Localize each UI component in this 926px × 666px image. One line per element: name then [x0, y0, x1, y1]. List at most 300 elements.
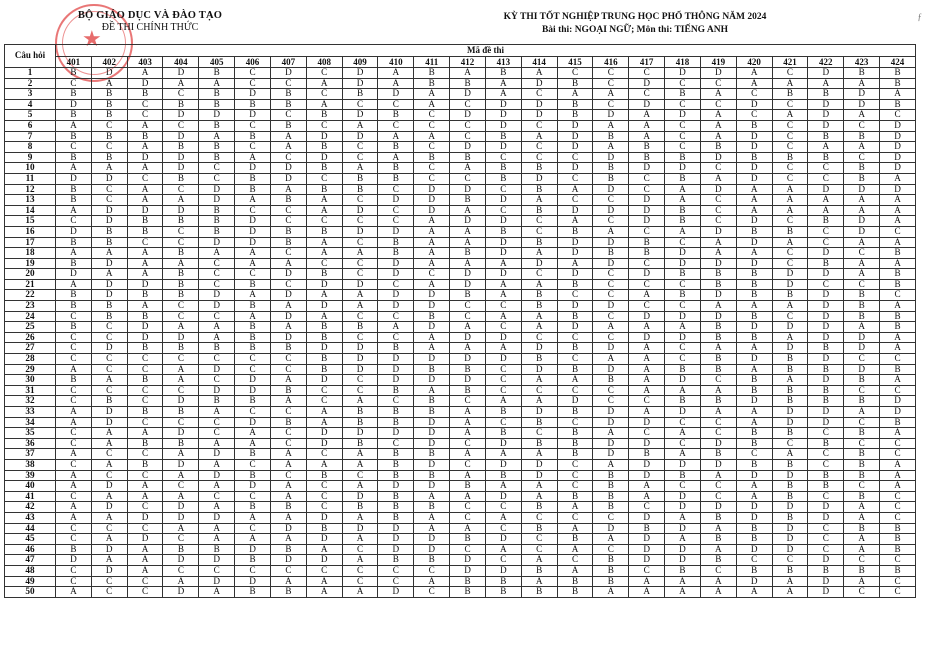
answer-cell: A	[665, 385, 701, 396]
answer-cell: A	[700, 343, 736, 354]
answer-cell: C	[844, 481, 880, 492]
answer-cell: D	[665, 555, 701, 566]
answer-cell: A	[163, 523, 199, 534]
answer-cell: A	[91, 248, 127, 259]
answer-cell: A	[127, 269, 163, 280]
answer-cell: B	[378, 459, 414, 470]
answer-cell: B	[700, 364, 736, 375]
answer-cell: D	[593, 258, 629, 269]
answer-cell: C	[844, 120, 880, 131]
exam-code-420: 420	[736, 57, 772, 68]
answer-cell: A	[593, 322, 629, 333]
answer-cell: B	[450, 248, 486, 259]
answer-cell: B	[414, 364, 450, 375]
answer-cell: C	[270, 354, 306, 365]
answer-cell: D	[880, 152, 916, 163]
answer-cell: A	[880, 301, 916, 312]
answer-cell: A	[736, 301, 772, 312]
answer-cell: A	[306, 237, 342, 248]
answer-cell: A	[736, 248, 772, 259]
official-seal-icon: ★	[55, 4, 133, 82]
answer-cell: C	[593, 216, 629, 227]
answer-cell: D	[593, 205, 629, 216]
answer-cell: B	[629, 523, 665, 534]
answer-cell: B	[557, 438, 593, 449]
answer-cell: A	[880, 481, 916, 492]
answer-cell: D	[736, 258, 772, 269]
answer-cell: B	[378, 142, 414, 153]
answer-cell: C	[772, 120, 808, 131]
answer-cell: A	[557, 89, 593, 100]
answer-cell: C	[700, 417, 736, 428]
answer-cell: B	[306, 269, 342, 280]
answer-cell: A	[342, 481, 378, 492]
answer-cell: D	[127, 205, 163, 216]
answer-cell: B	[665, 470, 701, 481]
answer-cell: C	[342, 385, 378, 396]
table-row	[5, 258, 916, 269]
answer-cell: D	[199, 385, 235, 396]
answer-cell: D	[450, 332, 486, 343]
answer-cell: A	[844, 322, 880, 333]
answer-cell: B	[521, 417, 557, 428]
answer-cell: C	[593, 269, 629, 280]
answer-cell: D	[665, 375, 701, 386]
answer-cell: A	[235, 258, 271, 269]
answer-cell: D	[808, 120, 844, 131]
table-row	[5, 396, 916, 407]
answer-cell: B	[557, 428, 593, 439]
question-number: 48	[5, 565, 56, 576]
answer-cell: A	[808, 205, 844, 216]
answer-cell: D	[235, 544, 271, 555]
answer-cell: B	[163, 438, 199, 449]
answer-cell: A	[521, 555, 557, 566]
answer-cell: C	[521, 512, 557, 523]
answer-cell: C	[414, 120, 450, 131]
answer-cell: C	[736, 449, 772, 460]
answer-cell: A	[235, 248, 271, 259]
answer-cell: C	[199, 565, 235, 576]
answer-cell: B	[772, 290, 808, 301]
answer-cell: B	[378, 470, 414, 481]
answer-cell: C	[557, 173, 593, 184]
answer-cell: C	[270, 205, 306, 216]
answer-cell: C	[593, 396, 629, 407]
answer-cell: C	[306, 216, 342, 227]
answer-cell: D	[629, 99, 665, 110]
answer-cell: C	[665, 417, 701, 428]
answer-cell: A	[700, 120, 736, 131]
answer-cell: C	[127, 587, 163, 598]
answer-cell: A	[56, 163, 92, 174]
answer-cell: D	[521, 364, 557, 375]
question-number: 20	[5, 269, 56, 280]
answer-cell: A	[700, 89, 736, 100]
answer-cell: D	[844, 99, 880, 110]
answer-cell: B	[378, 417, 414, 428]
question-number: 38	[5, 459, 56, 470]
question-number: 2	[5, 78, 56, 89]
question-number: 15	[5, 216, 56, 227]
answer-cell: D	[414, 544, 450, 555]
answer-cell: B	[235, 587, 271, 598]
answer-cell: C	[521, 385, 557, 396]
answer-cell: C	[521, 544, 557, 555]
answer-cell: B	[163, 343, 199, 354]
answer-cell: C	[56, 78, 92, 89]
answer-cell: A	[342, 459, 378, 470]
answer-cell: D	[450, 269, 486, 280]
answer-cell: C	[593, 544, 629, 555]
answer-cell: C	[56, 428, 92, 439]
table-row	[5, 491, 916, 502]
answer-cell: B	[91, 237, 127, 248]
answer-cell: B	[56, 237, 92, 248]
answer-cell: A	[450, 322, 486, 333]
answer-cell: C	[342, 216, 378, 227]
answer-cell: B	[270, 587, 306, 598]
answer-cell: D	[665, 502, 701, 513]
answer-cell: C	[163, 237, 199, 248]
answer-cell: B	[844, 396, 880, 407]
answer-cell: C	[378, 311, 414, 322]
table-row	[5, 534, 916, 545]
answer-cell: C	[808, 459, 844, 470]
exam-header	[470, 12, 800, 35]
answer-cell: A	[450, 417, 486, 428]
answer-cell: D	[199, 512, 235, 523]
answer-cell: A	[127, 184, 163, 195]
answer-cell: C	[880, 491, 916, 502]
answer-cell: A	[127, 142, 163, 153]
answer-cell: C	[700, 195, 736, 206]
answer-cell: D	[91, 502, 127, 513]
answer-cell: B	[270, 195, 306, 206]
exam-code-405: 405	[199, 57, 235, 68]
answer-cell: D	[56, 555, 92, 566]
answer-cell: A	[91, 512, 127, 523]
answer-cell: B	[235, 449, 271, 460]
answer-cell: C	[235, 364, 271, 375]
answer-cell: B	[163, 290, 199, 301]
answer-cell: B	[880, 322, 916, 333]
answer-cell: D	[378, 587, 414, 598]
answer-cell: B	[56, 375, 92, 386]
answer-cell: C	[808, 173, 844, 184]
question-number: 49	[5, 576, 56, 587]
answer-cell: D	[91, 68, 127, 79]
question-number: 14	[5, 205, 56, 216]
answer-cell: B	[880, 565, 916, 576]
answer-cell: B	[736, 332, 772, 343]
answer-cell: B	[593, 173, 629, 184]
answer-cell: A	[665, 534, 701, 545]
answer-cell: A	[378, 322, 414, 333]
answer-cell: D	[235, 237, 271, 248]
answer-cell: A	[378, 131, 414, 142]
question-number: 39	[5, 470, 56, 481]
answer-cell: C	[127, 385, 163, 396]
table-row	[5, 269, 916, 280]
answer-cell: B	[736, 459, 772, 470]
answer-cell: B	[342, 407, 378, 418]
answer-cell: A	[56, 587, 92, 598]
answer-cell: D	[485, 269, 521, 280]
answer-cell: D	[235, 375, 271, 386]
answer-cell: D	[772, 407, 808, 418]
answer-cell: B	[378, 385, 414, 396]
answer-cell: D	[450, 279, 486, 290]
answer-cell: A	[772, 237, 808, 248]
answer-cell: C	[700, 216, 736, 227]
answer-cell: A	[306, 290, 342, 301]
answer-cell: B	[772, 354, 808, 365]
answer-cell: C	[270, 78, 306, 89]
answer-cell: B	[844, 491, 880, 502]
answer-cell: A	[306, 587, 342, 598]
answer-cell: A	[521, 131, 557, 142]
answer-cell: B	[450, 290, 486, 301]
answer-cell: C	[91, 142, 127, 153]
answer-cell: B	[270, 99, 306, 110]
answer-cell: A	[844, 534, 880, 545]
question-number: 32	[5, 396, 56, 407]
answer-cell: B	[199, 152, 235, 163]
answer-cell: B	[56, 89, 92, 100]
answer-cell: B	[306, 184, 342, 195]
answer-cell: D	[414, 375, 450, 386]
answer-cell: A	[844, 142, 880, 153]
answer-cell: A	[235, 438, 271, 449]
answer-cell: A	[700, 587, 736, 598]
answer-cell: D	[306, 428, 342, 439]
answer-cell: C	[270, 364, 306, 375]
answer-cell: D	[199, 576, 235, 587]
answer-cell: B	[629, 248, 665, 259]
table-row	[5, 417, 916, 428]
exam-code-424: 424	[880, 57, 916, 68]
answer-cell: C	[163, 226, 199, 237]
answer-cell: C	[199, 417, 235, 428]
answer-cell: C	[235, 407, 271, 418]
answer-cell: A	[844, 110, 880, 121]
answer-cell: A	[593, 120, 629, 131]
answer-cell: B	[844, 68, 880, 79]
answer-cell: D	[270, 68, 306, 79]
answer-cell: A	[163, 195, 199, 206]
answer-cell: C	[56, 576, 92, 587]
answer-cell: B	[844, 565, 880, 576]
answer-cell: A	[127, 301, 163, 312]
answer-cell: D	[378, 523, 414, 534]
table-row	[5, 438, 916, 449]
table-row	[5, 68, 916, 79]
question-number: 24	[5, 311, 56, 322]
answer-cell: B	[736, 523, 772, 534]
answer-cell: A	[163, 375, 199, 386]
answer-cell: B	[700, 332, 736, 343]
answer-cell: A	[91, 534, 127, 545]
exam-code-403: 403	[127, 57, 163, 68]
answer-cell: A	[665, 428, 701, 439]
answer-cell: A	[665, 449, 701, 460]
answer-cell: A	[342, 290, 378, 301]
answer-cell: B	[414, 555, 450, 566]
answer-cell: C	[700, 565, 736, 576]
answer-cell: D	[700, 311, 736, 322]
answer-cell: C	[270, 279, 306, 290]
answer-cell: A	[557, 258, 593, 269]
table-row	[5, 290, 916, 301]
answer-cell: B	[772, 385, 808, 396]
answer-cell: B	[557, 343, 593, 354]
answer-cell: B	[414, 396, 450, 407]
answer-cell: B	[844, 449, 880, 460]
answer-cell: D	[808, 99, 844, 110]
answer-cell: B	[485, 470, 521, 481]
answer-cell: D	[629, 311, 665, 322]
answer-cell: D	[450, 565, 486, 576]
answer-cell: C	[557, 68, 593, 79]
answer-cell: A	[736, 587, 772, 598]
answer-cell: A	[378, 152, 414, 163]
answer-cell: A	[629, 491, 665, 502]
answer-cell: A	[342, 534, 378, 545]
answer-cell: B	[199, 343, 235, 354]
answer-cell: A	[521, 449, 557, 460]
answer-cell: A	[700, 407, 736, 418]
answer-cell: B	[808, 470, 844, 481]
answer-cell: A	[880, 205, 916, 216]
answer-cell: C	[629, 396, 665, 407]
answer-cell: D	[485, 534, 521, 545]
table-row	[5, 120, 916, 131]
answer-cell: B	[557, 110, 593, 121]
table-row	[5, 99, 916, 110]
answer-cell: A	[665, 576, 701, 587]
answer-cell: C	[772, 258, 808, 269]
answer-cell: C	[342, 470, 378, 481]
answer-cell: B	[557, 78, 593, 89]
answer-cell: B	[844, 163, 880, 174]
answer-cell: A	[485, 512, 521, 523]
answer-cell: B	[880, 68, 916, 79]
answer-cell: C	[199, 258, 235, 269]
answer-cell: C	[700, 205, 736, 216]
answer-cell: B	[127, 226, 163, 237]
answer-cell: A	[414, 258, 450, 269]
answer-cell: D	[485, 332, 521, 343]
question-number: 28	[5, 354, 56, 365]
answer-cell: A	[593, 459, 629, 470]
answer-cell: D	[56, 173, 92, 184]
corner-mark: ƒ	[917, 12, 922, 22]
exam-code-header: Mã đề thi	[56, 45, 916, 57]
answer-cell: A	[844, 407, 880, 418]
answer-cell: A	[700, 248, 736, 259]
answer-cell: B	[808, 438, 844, 449]
answer-cell: C	[127, 173, 163, 184]
answer-cell: C	[378, 332, 414, 343]
answer-cell: A	[772, 587, 808, 598]
exam-code-406: 406	[235, 57, 271, 68]
answer-cell: C	[199, 428, 235, 439]
answer-cell: D	[772, 523, 808, 534]
table-row	[5, 576, 916, 587]
answer-cell: B	[235, 173, 271, 184]
answer-cell: D	[629, 544, 665, 555]
answer-cell: D	[306, 343, 342, 354]
answer-cell: C	[450, 438, 486, 449]
answer-cell: A	[414, 237, 450, 248]
answer-cell: B	[199, 396, 235, 407]
answer-cell: D	[414, 322, 450, 333]
answer-cell: A	[557, 375, 593, 386]
answer-cell: C	[844, 248, 880, 259]
question-number: 37	[5, 449, 56, 460]
answer-cell: A	[700, 470, 736, 481]
answer-cell: D	[485, 142, 521, 153]
answer-cell: D	[414, 301, 450, 312]
answer-cell: B	[880, 311, 916, 322]
answer-cell: B	[772, 481, 808, 492]
answer-cell: A	[127, 565, 163, 576]
answer-cell: A	[270, 396, 306, 407]
answer-cell: D	[736, 131, 772, 142]
answer-cell: A	[235, 195, 271, 206]
answer-cell: D	[163, 502, 199, 513]
ministry-name: BỘ GIÁO DỤC VÀ ĐÀO TẠO	[77, 10, 223, 21]
answer-cell: A	[235, 512, 271, 523]
answer-cell: C	[414, 163, 450, 174]
answer-cell: C	[342, 195, 378, 206]
answer-cell: A	[127, 481, 163, 492]
answer-cell: C	[163, 301, 199, 312]
answer-cell: B	[665, 152, 701, 163]
exam-code-418: 418	[665, 57, 701, 68]
answer-cell: A	[414, 216, 450, 227]
answer-cell: D	[736, 354, 772, 365]
answer-cell: C	[880, 385, 916, 396]
answer-cell: B	[56, 195, 92, 206]
answer-cell: B	[700, 269, 736, 280]
answer-cell: B	[163, 544, 199, 555]
answer-cell: B	[91, 396, 127, 407]
answer-cell: A	[521, 195, 557, 206]
answer-cell: D	[844, 226, 880, 237]
answer-cell: A	[163, 576, 199, 587]
answer-cell: A	[844, 195, 880, 206]
answer-cell: D	[270, 163, 306, 174]
answer-cell: A	[844, 544, 880, 555]
answer-cell: A	[414, 89, 450, 100]
answer-cell: C	[91, 523, 127, 534]
answer-cell: A	[306, 417, 342, 428]
answer-cell: C	[163, 417, 199, 428]
answer-cell: D	[557, 205, 593, 216]
answer-cell: D	[414, 205, 450, 216]
answer-cell: B	[163, 142, 199, 153]
answer-cell: D	[270, 523, 306, 534]
answer-cell: A	[306, 576, 342, 587]
answer-cell: A	[808, 78, 844, 89]
answer-cell: D	[342, 205, 378, 216]
answer-cell: B	[736, 428, 772, 439]
table-row	[5, 428, 916, 439]
answer-cell: B	[270, 120, 306, 131]
answer-cell: C	[665, 354, 701, 365]
